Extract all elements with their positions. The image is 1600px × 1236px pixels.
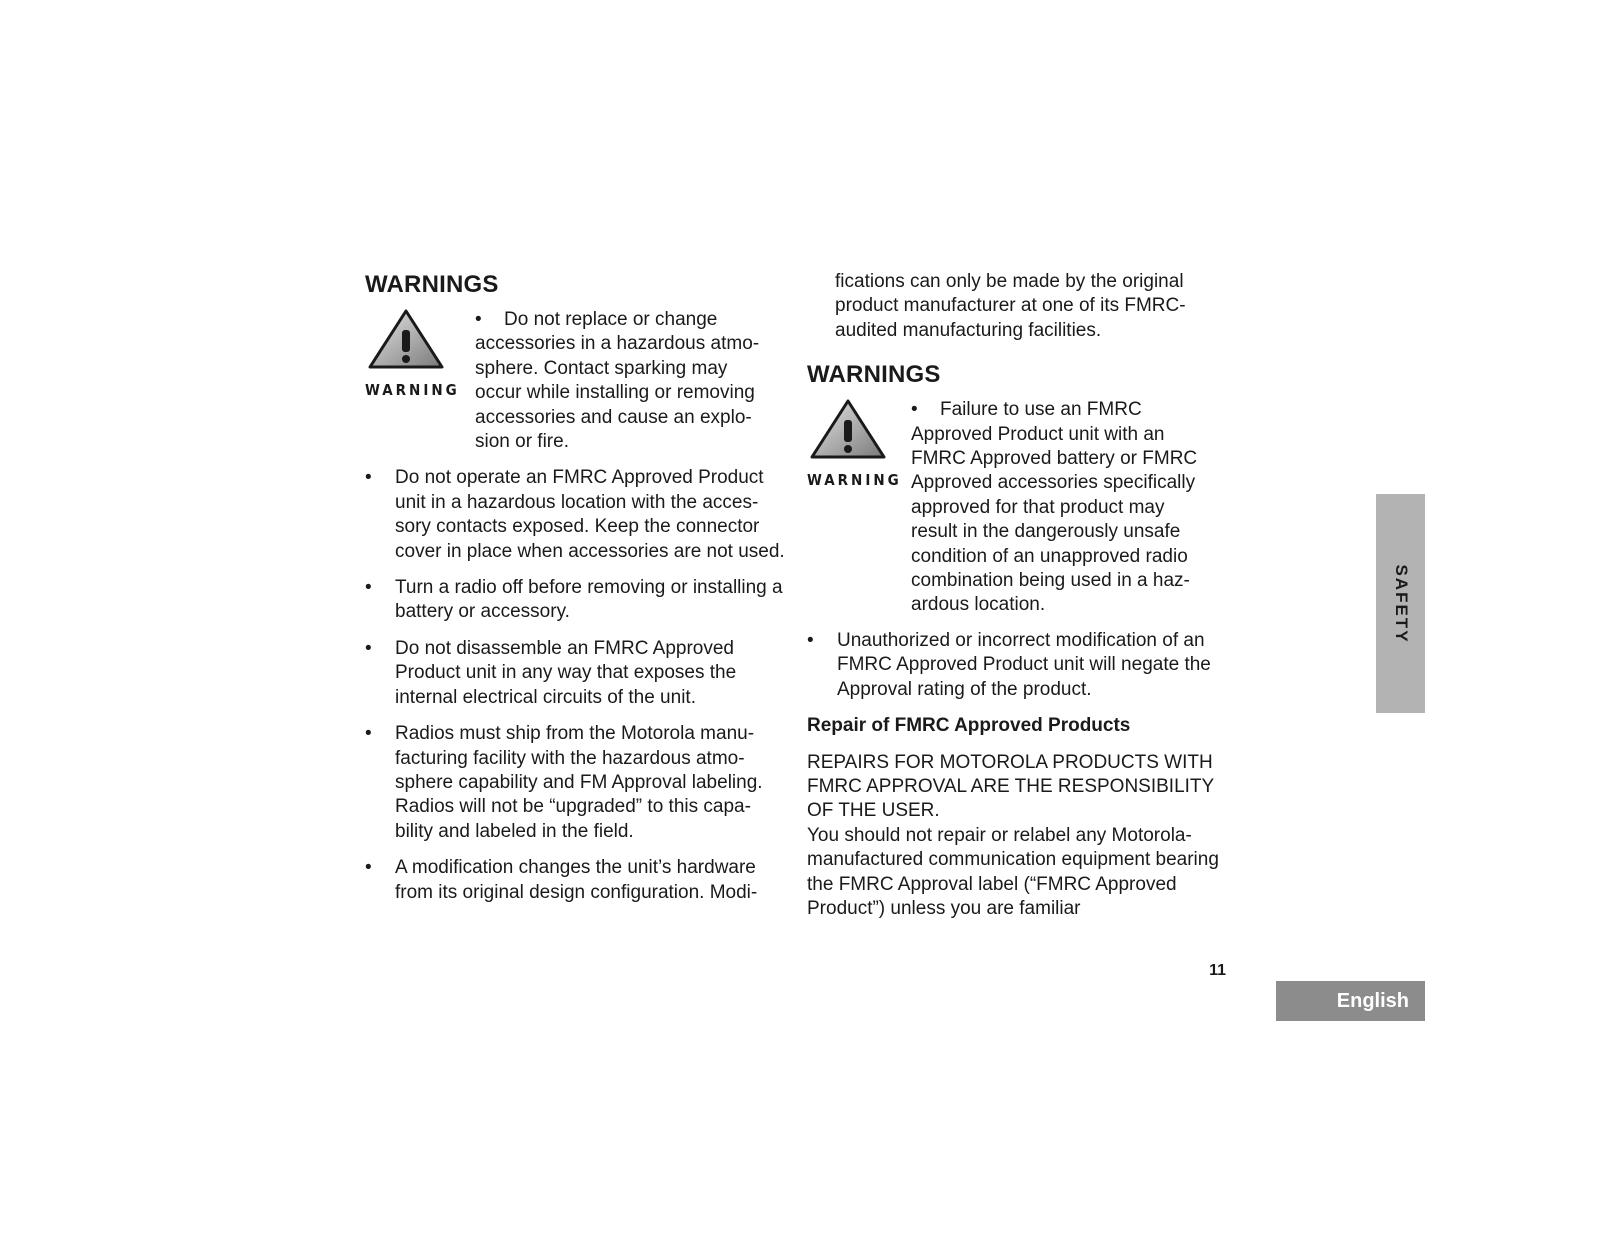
list-item-text: Do not disassemble an FMRC Approved Product unit in any way that exposes the internal electrical circuits of the unit. [395, 637, 737, 708]
section-subheading: Repair of FMRC Approved Products [807, 715, 1131, 737]
warning-line: Do not replace or change [504, 309, 718, 330]
warning-line: ardous location. [911, 594, 1046, 616]
warning-symbol [365, 308, 475, 402]
warning-label: WARNING [807, 471, 902, 490]
right-column [807, 270, 1227, 921]
bullet-mark: • [365, 467, 372, 489]
list-item-text: A modification changes the unit’s hardware from its original design configuration. Modi- [395, 857, 758, 903]
bullet-mark: • [911, 399, 918, 421]
warning-callout [365, 308, 785, 454]
bullet-mark: • [365, 857, 372, 879]
list-item [807, 629, 1227, 702]
list-item [365, 576, 785, 625]
warning-line: Failure to use an FMRC [940, 399, 1142, 421]
caps-notice: REPAIRS FOR MOTOROLA PRODUCTS WITH FMRC APPROVAL ARE THE RESPONSIBILITY OF THE USER. [807, 751, 1214, 822]
warning-line: result in the dangerously unsafe [911, 521, 1181, 543]
list-item-text: Unauthorized or incorrect modification of an FMRC Approved Product unit will negate the Approval rating of the product. [837, 629, 1211, 700]
warning-line: accessories in a hazardous atmo- [475, 333, 760, 355]
bullet-mark: • [365, 577, 372, 599]
page-number: 11 [1209, 962, 1226, 979]
warning-callout [807, 398, 1227, 618]
language-tab: English [1276, 981, 1425, 1021]
warning-triangle-icon [809, 398, 887, 460]
warning-line: combination being used in a haz- [911, 570, 1190, 592]
warnings-heading: WARNINGS [365, 271, 499, 298]
warning-line: Approved accessories specifically [911, 472, 1196, 494]
list-item [365, 722, 785, 844]
left-bullet-list [365, 466, 785, 905]
bullet-mark: • [475, 309, 482, 330]
bullet-mark: • [365, 723, 372, 745]
warning-label: WARNING [365, 381, 460, 399]
warning-text [475, 308, 785, 454]
bullet-mark: • [365, 637, 372, 659]
list-item-text: Do not operate an FMRC Approved Product unit in a hazardous location with the acces-sory contacts exposed. Keep the connector cover in place when accessories are not used. [395, 467, 785, 562]
warning-text [911, 398, 1227, 618]
warning-line: condition of an unapproved radio [911, 545, 1188, 567]
continued-paragraph: fications can only be made by the original product manufacturer at one of its FMRC-audited manufacturing facilities. [835, 271, 1186, 341]
section-side-tab [1376, 494, 1425, 713]
warnings-heading: WARNINGS [807, 361, 941, 389]
warning-line: FMRC Approved battery or FMRC [911, 448, 1198, 470]
side-tab-label: SAFETY [1391, 563, 1411, 644]
list-item [365, 637, 785, 710]
warning-line: Approved Product unit with an [911, 423, 1165, 445]
warning-symbol [807, 398, 911, 492]
warning-line: sphere. Contact sparking may [475, 357, 728, 379]
left-column [365, 270, 785, 917]
list-item [365, 466, 785, 564]
warning-line: accessories and cause an explo- [475, 406, 752, 428]
right-bullet-list [807, 629, 1227, 702]
warning-line: occur while installing or removing [475, 382, 755, 404]
list-item-text: Radios must ship from the Motorola manu-facturing facility with the hazardous atmo-sphere capability and FM Approval labeling. Radios will not be “upgraded” to this capa-bility and labeled in the field. [395, 723, 763, 842]
bullet-mark: • [807, 629, 814, 651]
list-item [365, 856, 785, 905]
warning-line: approved for that product may [911, 496, 1165, 518]
warning-line: sion or fire. [475, 431, 569, 453]
warning-triangle-icon [367, 308, 445, 370]
body-paragraph: You should not repair or relabel any Motorola-manufactured communication equipment bearing the FMRC Approval label (“FMRC Approved Product”) unless you are familiar [807, 824, 1219, 919]
list-item-text: Turn a radio off before removing or installing a battery or accessory. [395, 577, 783, 623]
